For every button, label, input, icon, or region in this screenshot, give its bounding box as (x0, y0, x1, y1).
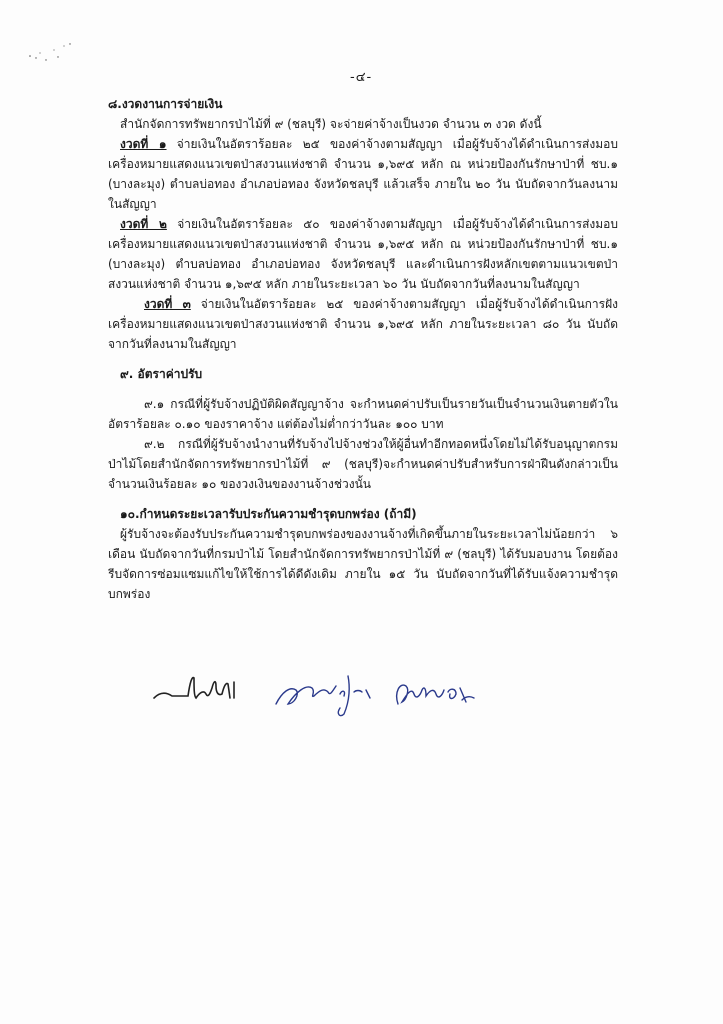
page-number: -๔- (350, 70, 373, 85)
penalty-item-1: ๙.๑ กรณีที่ผู้รับจ้างปฏิบัติผิดสัญญาจ้าง จะกำหนดค่าปรับเป็นรายวันเป็นจำนวนเงินตายตัวในอัตราร้อยละ ๐.๑๐ ของราคาจ้าง แต่ต้องไม่ต่ำกว่าวันละ ๑๐๐ บาท (108, 397, 618, 431)
installment-2-label: งวดที่ ๒ (120, 217, 167, 231)
section-10-heading: ๑๐.กำหนดระยะเวลารับประกันความชำรุดบกพร่อง (ถ้ามี) (120, 507, 417, 521)
installment-1 (108, 134, 618, 214)
signature-2 (270, 664, 380, 720)
installment-2-text: จ่ายเงินในอัตราร้อยละ ๕๐ ของค่าจ้างตามสัญญา เมื่อผู้รับจ้างได้ดำเนินการส่งมอบเครื่องหมายแสดงแนวเขตป่าสงวนแห่งชาติ จำนวน ๑,๖๙๕ หลัก ณ หน่วยป้องกันรักษาป่าที่ ชบ.๑ (บางละมุง) ตำบลบ่อทอง อำเภอบ่อทอง จังหวัดชลบุรี และดำเนินการฝังหลักเขตตามแนวเขตป่าสงวนแห่งชาติ จำนวน ๑,๖๙๕ หลัก ภายในระยะเวลา ๖๐ วัน นับถัดจากวันที่ลงนามในสัญญา (108, 217, 619, 291)
document-body (108, 94, 618, 604)
penalty-item-2: ๙.๒ กรณีที่ผู้รับจ้างนำงานที่รับจ้างไปจ้างช่วงให้ผู้อื่นทำอีกทอดหนึ่งโดยไม่ได้รับอนุญาตกรมป่าไม้โดยสำนักจัดการทรัพยากรป่าไม้ที่ ๙ (ชลบุรี)จะกำหนดค่าปรับสำหรับการฝ่าฝืนดังกล่าวเป็นจำนวนเงินร้อยละ ๑๐ ของวงเงินของงานจ้างช่วงนั้น (108, 437, 618, 491)
scan-specks (24, 38, 84, 68)
section-8-intro: สำนักจัดการทรัพยากรป่าไม้ที่ ๙ (ชลบุรี) จะจ่ายค่าจ้างเป็นงวด จำนวน ๓ งวด ดังนี้ (120, 117, 542, 131)
installment-3 (108, 294, 618, 354)
installment-3-label: งวดที่ ๓ (144, 297, 191, 311)
section-8-heading: ๘.งวดงานการจ่ายเงิน (108, 97, 223, 111)
installment-3-text: จ่ายเงินในอัตราร้อยละ ๒๕ ของค่าจ้างตามสัญญา เมื่อผู้รับจ้างได้ดำเนินการฝังเครื่องหมายแสดงแนวเขตป่าสงวนแห่งชาติ จำนวน ๑,๖๙๕ หลัก ภายในระยะเวลา ๘๐ วัน นับถัดจากวันที่ลงนามในสัญญา (108, 297, 618, 351)
installment-1-label: งวดที่ ๑ (120, 137, 167, 151)
installment-1-text: จ่ายเงินในอัตราร้อยละ ๒๕ ของค่าจ้างตามสัญญา เมื่อผู้รับจ้างได้ดำเนินการส่งมอบเครื่องหมายแสดงแนวเขตป่าสงวนแห่งชาติ จำนวน ๑,๖๙๕ หลัก ณ หน่วยป้องกันรักษาป่าที่ ชบ.๑ (บางละมุง) ตำบลบ่อทอง อำเภอบ่อทอง จังหวัดชลบุรี แล้วเสร็จ ภายใน ๒๐ วัน นับถัดจากวันลงนามในสัญญา (108, 137, 618, 211)
installment-2 (108, 214, 618, 294)
signature-3 (390, 674, 480, 714)
signature-area (150, 660, 490, 730)
warranty-text: ผู้รับจ้างจะต้องรับประกันความชำรุดบกพร่องของงานจ้างที่เกิดขึ้นภายในระยะเวลาไม่น้อยกว่า ๖ เดือน นับถัดจากวันที่กรมป่าไม้ โดยสำนักจัดการทรัพยากรป่าไม้ที่ ๙ (ชลบุรี) ได้รับมอบงาน โดยต้องรีบจัดการซ่อมแซมแก้ไขให้ใช้การได้ดีดังเดิม ภายใน ๑๕ วัน นับถัดจากวันที่ได้รับแจ้งความชำรุดบกพร่อง (108, 527, 618, 601)
signature-1 (150, 672, 260, 712)
section-9-heading: ๙. อัตราค่าปรับ (120, 367, 203, 381)
